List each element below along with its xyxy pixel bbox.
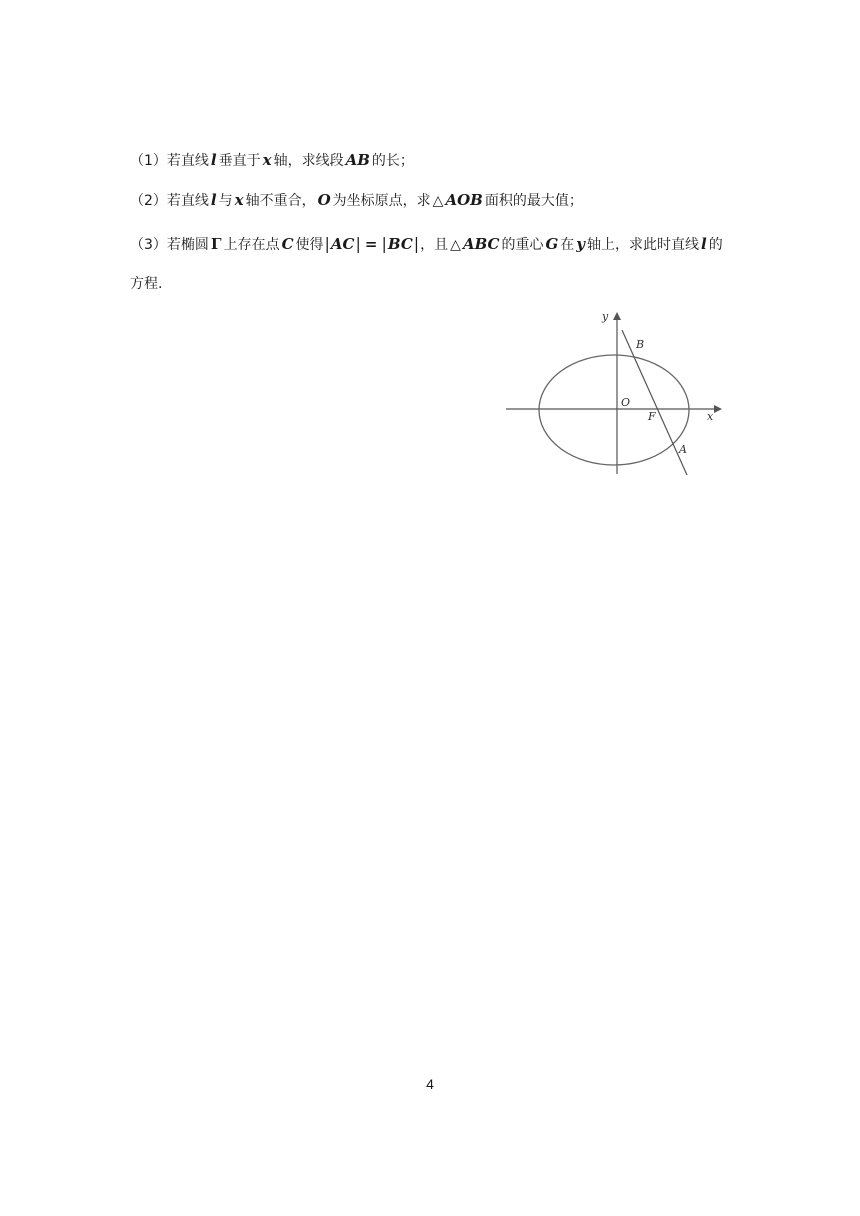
label-a: A xyxy=(679,443,687,456)
text: 的 xyxy=(708,237,723,253)
math-l: l xyxy=(210,151,217,169)
abs-bar: | xyxy=(381,234,387,253)
math-x: x xyxy=(234,191,244,209)
text: 轴不重合， xyxy=(245,193,316,209)
text: 为坐标原点，求 xyxy=(332,193,431,209)
question-number: （1） xyxy=(130,153,167,169)
text: 轴上，求此时直线 xyxy=(587,237,700,253)
text: ，且 xyxy=(420,237,449,253)
text: 若椭圆 xyxy=(166,237,209,253)
question-3-continuation xyxy=(130,274,740,294)
abs-bar: | xyxy=(413,234,420,253)
math-c: C xyxy=(281,235,294,253)
ellipse xyxy=(539,355,689,465)
text: 使得 xyxy=(295,237,324,253)
text: 若直线 xyxy=(166,153,209,169)
math-ab: AB xyxy=(345,151,370,169)
text: 若直线 xyxy=(166,193,209,209)
math-y: y xyxy=(576,235,586,253)
text: 面积的最大值； xyxy=(484,193,583,209)
math-ac: AC xyxy=(330,235,355,253)
label-o: O xyxy=(621,396,631,409)
line-l xyxy=(622,330,687,475)
text: 轴，求线段 xyxy=(273,153,344,169)
text: 上存在点 xyxy=(223,237,280,253)
math-o: O xyxy=(317,191,331,209)
y-axis-arrow xyxy=(613,312,621,320)
math-x: x xyxy=(262,151,272,169)
math-equals: = xyxy=(364,235,378,253)
text: 与 xyxy=(218,193,233,209)
label-b: B xyxy=(636,338,645,351)
question-2 xyxy=(130,190,740,211)
question-number: （3） xyxy=(130,237,167,253)
x-axis-arrow xyxy=(714,405,722,413)
math-gamma: Γ xyxy=(210,235,222,253)
math-bc: BC xyxy=(387,235,413,253)
question-number: （2） xyxy=(130,193,167,209)
text: 的长； xyxy=(371,153,414,169)
question-3 xyxy=(130,234,740,255)
label-x: x xyxy=(707,410,714,423)
math-l: l xyxy=(701,235,707,253)
triangle-symbol: △ xyxy=(450,237,461,253)
abs-bar: | xyxy=(355,234,361,253)
text: 方程. xyxy=(130,276,163,292)
question-1 xyxy=(130,150,740,171)
page-number: 4 xyxy=(426,1076,434,1092)
text: 的重心 xyxy=(501,237,544,253)
text: 在 xyxy=(560,237,575,253)
label-y: y xyxy=(602,310,609,323)
ellipse-figure xyxy=(500,304,730,484)
math-l: l xyxy=(210,191,217,209)
label-f: F xyxy=(648,410,656,423)
triangle-symbol: △ xyxy=(432,193,444,209)
math-aob: AOB xyxy=(445,191,483,209)
math-abc: ABC xyxy=(462,235,500,253)
text: 垂直于 xyxy=(218,153,261,169)
abs-bar: | xyxy=(324,234,330,253)
math-g: G xyxy=(545,235,559,253)
